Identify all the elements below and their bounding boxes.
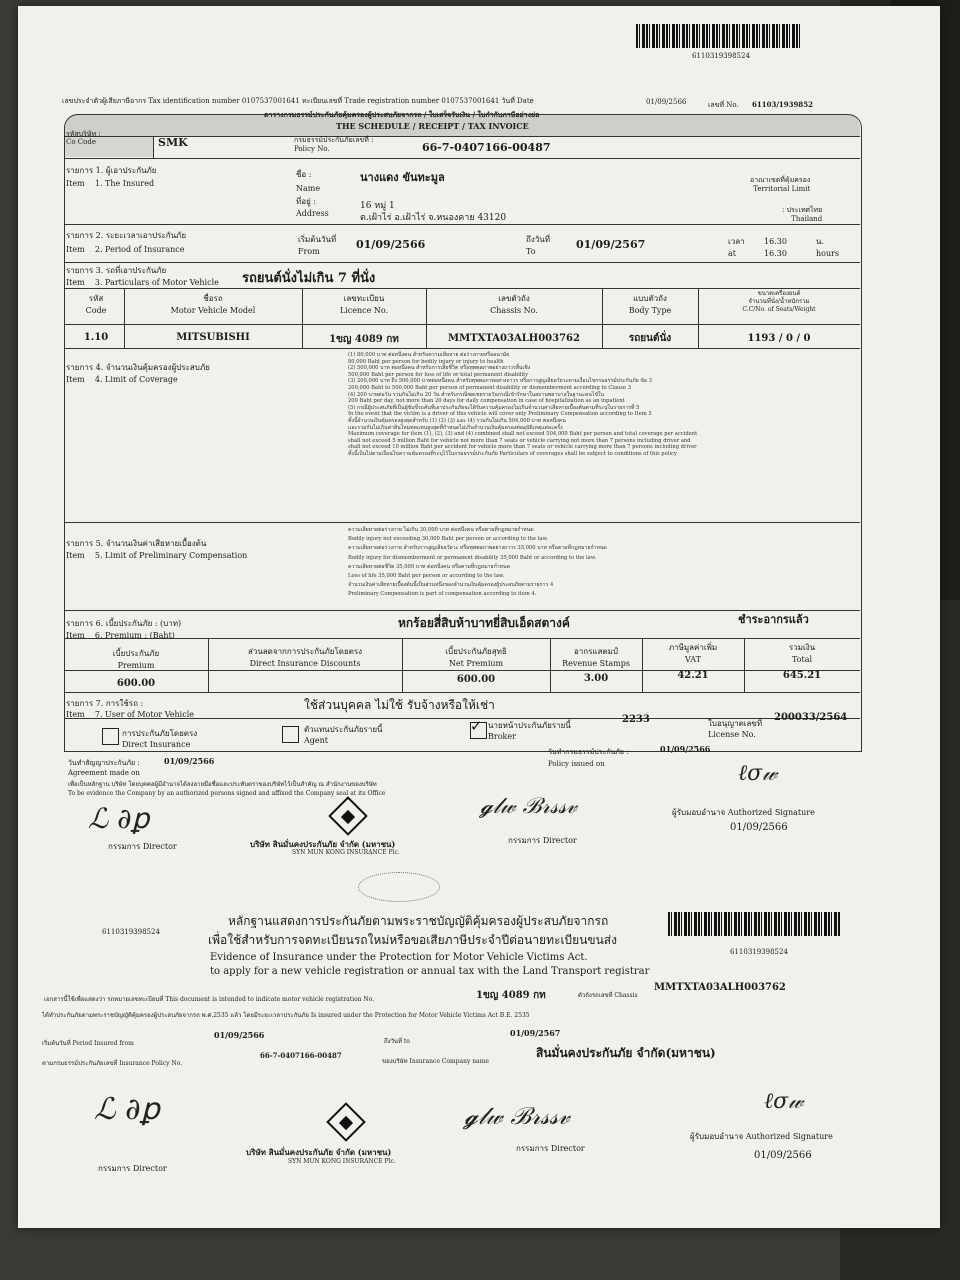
- name-label: ชื่อ : Name: [296, 170, 321, 193]
- time-value: 16.30 16.30: [764, 237, 787, 258]
- period-to: 01/09/2567: [510, 1028, 561, 1038]
- evidence-barcode-number-left: 6110319398524: [102, 928, 160, 936]
- coverage-details: (1) 80,000 บาท ต่อหนึ่งคน สำหรับความเสียหาย ต่อร่างกายหรืออนามัย 80,000 Baht per person for bodily injury or injury to health (2) 500,000 บาท ต่อหนึ่งคน สำหรับการเสียชีวิต หรือทุพพลภาพอย่างถาวรสิ้นเชิง 500,000 Baht per person for loss of life or total permanent disability (3) 200,000 บาท ถึง 500,000 บาทต่อหนึ่งคน สำหรับทุพพลภาพอย่างถาวร หรือการสูญเสียอวัยวะตามเงื่อนไขกรมธรรม์ประกันภัย ข้อ 3 200,000 Baht to 500,000 Baht per person of permanent disability or dismemberment according to Clause 3 (4) 200 บาทต่อวัน รวมกันไม่เกิน 20 วัน สำหรับกรณีชดเชยรายวันกรณีเข้ารักษาในสถานพยาบาลในฐานะคนไข้ใน 200 Baht per day, not more than 20 days for daily compensation in case of hospitalization as an inpatient (5) กรณีผู้ประสบภัยที่เป็นผู้ขับขี่รถคันที่เอาประกันภัยจะได้รับความคุ้มครองไม่เกินจำนวนค่าเสียหายเบื้องต้นตามที่ระบุในรายการที่ 5 In the event that the victim is a driver of this vehicle will cover only Preliminary Compensation according to Item 5 ทั้งนี้จำนวนเงินคุ้มครองสูงสุดสำหรับ (1) (2) (3) และ (4) รวมกันไม่เกิน 504,000 บาท ต่อหนึ่งคน และรวมกันไม่เกินค่าสินไหมทดแทนสูงสุดที่กำหนดไม่เกินจำนวนเงินคุ้มครองต่ออุบัติเหตุแต่ละครั้ง Maximum coverage for item (1), (2), (3) and (4) combined shall not exceed 504,000 Baht per person and total coverage per accident shall not exceed 5 million Baht for vehicle not more than 7 seats or vehicle carrying not more than 7 persons including driver and shall not exceed 10 million Baht per accident for vehicle more than 7 seats or vehicle carrying more than 7 persons including driver ทั้งนี้เป็นไปตามเงื่อนไขความคุ้มครองที่ระบุไว้ในกรมธรรม์ประกันภัย Particulars of coverages shall be subject to conditions of this policy: [348, 352, 698, 457]
- item4-label: รายการ 4. จำนวนเงินคุ้มครองผู้ประสบภัย Item 4. Limit of Coverage: [66, 363, 210, 384]
- vehicle-chassis: MMTXTA03ALH003762: [448, 333, 580, 344]
- from-date: 01/09/2566: [356, 238, 426, 251]
- co-code: SMK: [158, 136, 188, 149]
- agreement-date: 01/09/2566: [164, 756, 215, 766]
- insurance-document: [18, 6, 940, 1228]
- direct-insurance-checkbox[interactable]: [102, 728, 119, 745]
- net-premium-value: 600.00: [456, 674, 496, 685]
- issued-date: 01/09/2566: [660, 744, 711, 754]
- vehicle-type: รถยนต์นั่งไม่เกิน 7 ที่นั่ง: [242, 271, 376, 286]
- insurance-company-name: สินมั่นคงประกันภัย จำกัด(มหาชน): [536, 1046, 716, 1060]
- evidence-director-label-2: กรรมการ Director: [516, 1144, 585, 1153]
- address-label: ที่อยู่ : Address: [296, 197, 329, 218]
- evidence-director-signature-2: 𝓰𝓁𝓌 ℬ𝓇𝓈𝓈𝓋: [464, 1102, 571, 1130]
- vehicle-header-body: แบบตัวถัง Body Type: [628, 294, 672, 315]
- vehicle-header-licence: เลขทะเบียน Licence No.: [339, 294, 389, 315]
- tax-id-line: เลขประจำตัวผู้เสียภาษีอากร Tax identification number 0107537001641 ทะเบียนเลขที่ Trade registration number 0107537001641 วันที่ Date: [62, 97, 534, 105]
- hours-label: น. hours: [816, 237, 840, 258]
- territory-label: อาณาเขตที่คุ้มครอง Territorial Limit: [750, 176, 811, 193]
- vehicle-header-chassis: เลขตัวถัง Chassis No.: [490, 294, 538, 315]
- chassis-number: MMTXTA03ALH003762: [654, 982, 786, 993]
- from-label: เริ่มต้นวันที่ From: [298, 235, 337, 256]
- item6-label: รายการ 6. เบี้ยประกันภัย : (บาท) Item 6. Premium : (Baht): [66, 619, 182, 640]
- vehicle-header-cc: ขนาดเครื่องยนต์ จำนวนที่นั่ง/น้ำหนักรวม C.C/No. of Seats/Weight: [742, 290, 816, 313]
- direct-insurance-label: การประกันภัยโดยตรง Direct Insurance: [122, 729, 198, 749]
- authorized-label: ผู้รับมอบอำนาจ Authorized Signature: [672, 808, 815, 817]
- premium-header: เบี้ยประกันภัย Premium: [112, 649, 160, 670]
- registration-number: 1ขญ 4089 กท: [476, 990, 546, 1001]
- item1-label: รายการ 1. ผู้เอาประกันภัย Item 1. The Insured: [66, 166, 157, 188]
- director-signature-2: 𝓰𝓁𝓌 ℬ𝓇𝓈𝓈𝓋: [480, 794, 578, 819]
- item7-label: รายการ 7. การใช้รถ : Item 7. User of Motor Vehicle: [66, 699, 194, 719]
- checkmark-icon: ✓: [470, 717, 483, 735]
- territory-value: : ประเทศไทย Thailand: [782, 206, 823, 223]
- agent-checkbox[interactable]: [282, 726, 299, 743]
- vehicle-cc: 1193 / 0 / 0: [747, 333, 811, 344]
- address-line-1: 16 หมู่ 1: [360, 201, 395, 211]
- total-value: 645.21: [782, 670, 822, 681]
- evidence-policy-label: ตามกรมธรรม์ประกันภัยเลขที่ Insurance Policy No.: [42, 1060, 183, 1067]
- doc-no: 61103/1939852: [752, 100, 814, 109]
- insured-name: นางแดง ขันทะมูล: [360, 171, 445, 184]
- vehicle-header-model: ชื่อรถ Motor Vehicle Model: [170, 294, 256, 315]
- evidence-director-label-1: กรรมการ Director: [98, 1164, 167, 1173]
- director-signature: ℒ ∂ꝑ: [88, 802, 150, 835]
- evidence-company-name-th: บริษัท สินมั่นคงประกันภัย จำกัด (มหาชน): [246, 1147, 392, 1157]
- total-header: รวมเงิน Total: [788, 643, 816, 664]
- issued-label: วันทำกรมธรรม์ประกันภัย : Policy issued on: [548, 748, 629, 768]
- faint-stamp: [358, 872, 440, 902]
- vehicle-usage: ใช้ส่วนบุคคล ไม่ใช้ รับจ้างหรือให้เช่า: [304, 698, 495, 712]
- director-label-1: กรรมการ Director: [108, 842, 177, 851]
- policy-label: กรมธรรม์ประกันภัยเลขที่ : Policy No.: [294, 136, 374, 153]
- evidence-barcode: [668, 912, 840, 936]
- revenue-stamps-header: อากรแสตมป์ Revenue Stamps: [562, 647, 630, 668]
- license-number: 200033/2564: [774, 712, 848, 723]
- broker-label: นายหน้าประกันภัยรายนี้ Broker: [488, 721, 571, 741]
- broker-code: 2233: [622, 714, 650, 725]
- evidence-title-en-1: Evidence of Insurance under the Protection for Motor Vehicle Victims Act.: [210, 952, 588, 963]
- vat-value: 42.21: [677, 670, 709, 681]
- authorized-date: 01/09/2566: [730, 822, 788, 833]
- net-premium-header: เบี้ยประกันภัยสุทธิ Net Premium: [445, 647, 507, 668]
- act-statement: ได้ทำประกันภัยตามพระราชบัญญัติคุ้มครองผู้ประสบภัยจากรถ พ.ศ.2535 แล้ว โดยมีระยะเวลาประกันภัย Is insured under the Protection for Motor Vehicle Victims Act B.E. 2535: [42, 1012, 530, 1019]
- preliminary-details: ความเสียหายต่อร่างกาย ไม่เกิน 30,000 บาท ต่อหนึ่งคน หรือตามที่กฎหมายกำหนด Bodily injury not exceeding 30,000 Baht per person or according to the law. ความเสียหายต่อร่างกาย สำหรับการสูญเสียอวัยวะ หรือทุพพลภาพอย่างถาวร 35,000 บาท หรือตามที่กฎหมายกำหนด Bodily injury for dismemberment or permanent disability 35,000 Baht or according to the law. ความเสียหายต่อชีวิต 35,000 บาท ต่อหนึ่งคน หรือตามที่กฎหมายกำหนด Loss of life 35,000 Baht per person or according to the law. จำนวนเงินค่าเสียหายเบื้องต้นนี้เป็นส่วนหนึ่งของจำนวนเงินคุ้มครองผู้ประสบภัยตามรายการ 4 Preliminary Compensation is part of compensation according to item 4.: [348, 527, 607, 598]
- doc-date: 01/09/2566: [646, 98, 687, 106]
- evidence-title-th-2: เพื่อใช้สำหรับการจดทะเบียนรถใหม่หรือขอเสียภาษีประจำปีต่อนายทะเบียนขนส่ง: [208, 933, 617, 947]
- schedule-title-th: ตารางกรมธรรม์ประกันภัยคุ้มครองผู้ประสบภัยจากรถ / ใบเสร็จรับเงิน / ใบกำกับภาษีอย่างย่อ: [264, 110, 540, 119]
- doc-no-label: เลขที่ No.: [708, 101, 739, 109]
- evidence-title-th-1: หลักฐานแสดงการประกันภัยตามพระราชบัญญัติคุ้มครองผู้ประสบภัยจากรถ: [228, 914, 609, 928]
- to-date: 01/09/2567: [576, 238, 646, 251]
- co-code-label: รหัสบริษัท : Co Code: [66, 130, 101, 146]
- time-label: เวลา at: [728, 237, 745, 258]
- period-from: 01/09/2566: [214, 1030, 265, 1040]
- item2-label: รายการ 2. ระยะเวลาเอาประกันภัย Item 2. Period of Insurance: [66, 231, 187, 254]
- evidence-barcode-number: 6110319398524: [730, 948, 788, 956]
- revenue-stamps-value: 3.00: [583, 673, 609, 684]
- schedule-title-en: THE SCHEDULE / RECEIPT / TAX INVOICE: [336, 121, 529, 131]
- discount-header: ส่วนลดจากการประกันภัยโดยตรง Direct Insurance Discounts: [247, 647, 363, 668]
- evidence-policy-number: 66-7-0407166-00487: [260, 1051, 342, 1060]
- agreement-label: วันทำสัญญาประกันภัย : Agreement made on: [68, 759, 140, 777]
- vehicle-body: รถยนต์นั่ง: [628, 333, 672, 344]
- evidence-company-name-en: SYN MUN KONG INSURANCE Plc.: [288, 1158, 396, 1165]
- evidence-authorized-signature: ℓσ𝓌: [764, 1089, 804, 1114]
- vat-header: ภาษีมูลค่าเพิ่ม VAT: [668, 643, 718, 664]
- barcode: [636, 24, 802, 48]
- vehicle-header-code: รหัส Code: [85, 294, 107, 315]
- vehicle-code: 1.10: [83, 332, 109, 343]
- company-name-en: SYN MUN KONG INSURANCE Plc.: [292, 849, 400, 856]
- vehicle-model: MITSUBISHI: [176, 332, 250, 343]
- period-to-label: ถึงวันที่ to: [384, 1038, 410, 1045]
- agent-label: ตัวแทนประกันภัยรายนี้ Agent: [304, 725, 383, 745]
- chassis-label: ตัวถังรถเลขที่ Chassis: [578, 992, 638, 999]
- evidence-authorized-label: ผู้รับมอบอำนาจ Authorized Signature: [690, 1132, 833, 1141]
- company-name-label: ของบริษัท Insurance Company name: [382, 1058, 489, 1065]
- evidence-director-signature: ℒ ∂ꝑ: [94, 1092, 160, 1127]
- item5-label: รายการ 5. จำนวนเงินค่าเสียหายเบื้องต้น Item 5. Limit of Preliminary Compensation: [66, 539, 248, 560]
- address-line-2: ต.เฝ้าไร่ อ.เฝ้าไร่ จ.หนองคาย 43120: [360, 213, 507, 223]
- evidence-title-en-2: to apply for a new vehicle registration or annual tax with the Land Transport registrar: [210, 966, 650, 977]
- company-name-th: บริษัท สินมั่นคงประกันภัย จำกัด (มหาชน): [250, 839, 396, 849]
- stamp-duty-paid: ชำระอากรแล้ว: [738, 613, 809, 626]
- evidence-statement: เพื่อเป็นหลักฐาน บริษัท โดยบุคคลผู้มีอำนาจได้ลงลายมือชื่อและประทับตราของบริษัทไว้เป็นสำคัญ ณ สำนักงานของบริษัท To be evidence the Company by an authorized persons signed and affixed the Company seal at its Office: [68, 781, 386, 797]
- evidence-authorized-date: 01/09/2566: [754, 1150, 812, 1161]
- license-label: ใบอนุญาตเลขที่ License No.: [708, 719, 763, 739]
- premium-value: 600.00: [116, 678, 156, 689]
- barcode-number: 6110319398524: [692, 52, 750, 60]
- vehicle-licence: 1ขญ 4089 กท: [329, 334, 399, 345]
- premium-in-words: หกร้อยสี่สิบห้าบาทยี่สิบเอ็ดสตางค์: [398, 616, 570, 630]
- period-label: เริ่มต้นวันที่ Period Insured from: [42, 1040, 134, 1047]
- director-label-2: กรรมการ Director: [508, 836, 577, 845]
- to-label: ถึงวันที่ To: [526, 235, 550, 256]
- item3-label: รายการ 3. รถที่เอาประกันภัย Item 3. Particulars of Motor Vehicle: [66, 266, 219, 287]
- authorized-signature: ℓσ𝓌: [738, 761, 778, 786]
- policy-number: 66-7-0407166-00487: [422, 141, 551, 154]
- registration-label: เอกสารนี้ใช้เพื่อแสดงว่า รถหมายเลขทะเบียนที่ This document is intended to indicate motor vehicle registration No.: [44, 996, 375, 1003]
